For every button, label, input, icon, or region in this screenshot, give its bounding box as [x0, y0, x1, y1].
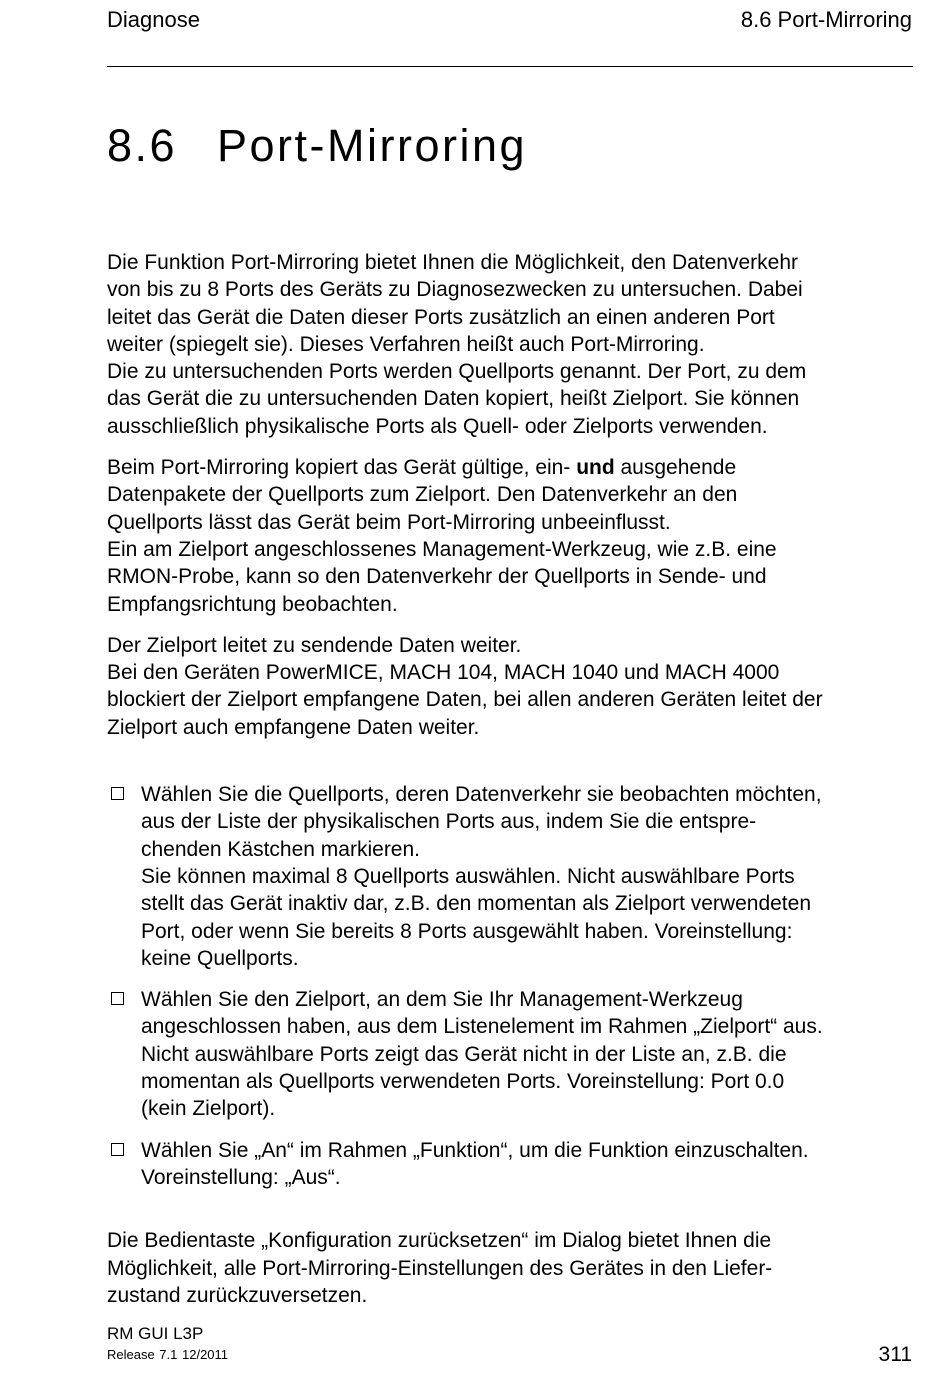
header-rule [107, 66, 913, 67]
step-select-source-ports [107, 781, 917, 972]
section-title [107, 118, 527, 174]
text-line: von bis zu 8 Ports des Geräts zu Diagnosezwecken zu untersuchen. Dabei [107, 278, 803, 302]
text-line: Die Funktion Port-Mirroring bietet Ihnen die Möglichkeit, den Datenverkehr [107, 251, 799, 274]
text-line: Voreinstellung: „Aus“. [141, 1165, 341, 1189]
text-line: weiter (spiegelt sie). Dieses Verfahren heißt auch Port-Mirroring. [107, 332, 705, 356]
step-select-target-port [107, 986, 917, 1122]
text-line: chenden Kästchen markieren. [141, 837, 420, 861]
page-number: 311 [878, 1343, 912, 1366]
text-line: leitet das Gerät die Daten dieser Ports zusätzlich an einen anderen Port [107, 305, 775, 329]
text-line: Sie können maximal 8 Quellports auswählen. Nicht auswählbare Ports [141, 864, 795, 888]
emphasis-und: und [576, 456, 615, 480]
text-line: Zielport auch empfangene Daten weiter. [107, 715, 480, 739]
text-fragment: ausgehende [614, 456, 737, 480]
text-line: zustand zurückzuversetzen. [107, 1283, 368, 1307]
text-line: stellt das Gerät inaktiv dar, z.B. den momentan als Zielport verwendeten [141, 892, 812, 916]
text-line: Datenpakete der Quellports zum Zielport. Den Datenverkehr an den [107, 483, 738, 507]
text-line: Wählen Sie den Zielport, an dem Sie Ihr Management-Werkzeug [141, 988, 743, 1012]
text-line: keine Quellports. [141, 946, 299, 970]
section-number: 8.6 [107, 120, 178, 171]
running-header-section: 8.6 Port-Mirroring [740, 7, 912, 32]
footer-release: Release 7.1 12/2011 [107, 1347, 229, 1362]
section-title-text: Port-Mirroring [217, 120, 528, 171]
text-line: Bei den Geräten PowerMICE, MACH 104, MACH 1040 und MACH 4000 [107, 661, 780, 685]
text-line: (kein Zielport). [141, 1097, 276, 1121]
text-line: momentan als Quellports verwendeten Ports. Voreinstellung: Port 0.0 [141, 1070, 785, 1094]
text-line: Die Bedientaste „Konfiguration zurücksetzen“ im Dialog bietet Ihnen die [107, 1229, 772, 1253]
text-line: angeschlossen haben, aus dem Listenelement im Rahmen „Zielport“ aus. [141, 1015, 823, 1039]
text-line: RMON-Probe, kann so den Datenverkehr der Quellports in Sende- und [107, 565, 767, 589]
footer-product: RM GUI L3P [107, 1324, 204, 1343]
running-header-chapter: Diagnose [107, 7, 200, 32]
text-line: Wählen Sie „An“ im Rahmen „Funktion“, um die Funktion einzuschalten. [141, 1138, 809, 1162]
text-line: Nicht auswählbare Ports zeigt das Gerät nicht in der Liste an, z.B. die [141, 1042, 787, 1066]
text-line: Wählen Sie die Quellports, deren Datenverkehr sie beobachten möchten, [141, 783, 822, 807]
text-line: Die zu untersuchenden Ports werden Quellports genannt. Der Port, zu dem [107, 360, 807, 384]
text-line: Ein am Zielport angeschlossenes Management-Werkzeug, wie z.B. eine [107, 537, 777, 561]
paragraph-mirroring [107, 454, 917, 618]
text-fragment: Beim Port-Mirroring kopiert das Gerät gültige, ein- [107, 456, 577, 480]
text-line: Port, oder wenn Sie bereits 8 Ports ausgewählt haben. Voreinstellung: [141, 919, 793, 943]
paragraph-intro [107, 249, 917, 440]
paragraph-target-port [107, 632, 917, 741]
text-line: Der Zielport leitet zu sendende Daten weiter. [107, 633, 522, 657]
text-line: das Gerät die zu untersuchenden Daten kopiert, heißt Zielport. Sie können [107, 387, 800, 411]
text-line: Möglichkeit, alle Port-Mirroring-Einstellungen des Gerätes in den Liefer- [107, 1256, 773, 1280]
checkbox-bullet-icon [111, 1143, 124, 1156]
text-line: blockiert der Zielport empfangene Daten, bei allen anderen Geräten leitet der [107, 688, 823, 712]
checkbox-bullet-icon [111, 787, 124, 800]
checkbox-bullet-icon [111, 992, 124, 1005]
text-line [107, 454, 917, 481]
text-line: Empfangsrichtung beobachten. [107, 592, 398, 616]
text-line: ausschließlich physikalische Ports als Quell- oder Zielports verwenden. [107, 414, 768, 438]
text-line: Quellports lässt das Gerät beim Port-Mirroring unbeeinflusst. [107, 510, 671, 534]
text-line: aus der Liste der physikalischen Ports aus, indem Sie die entspre- [141, 810, 757, 834]
body-text [107, 249, 917, 1309]
paragraph-reset-config [107, 1227, 917, 1309]
step-enable-function [107, 1137, 917, 1192]
